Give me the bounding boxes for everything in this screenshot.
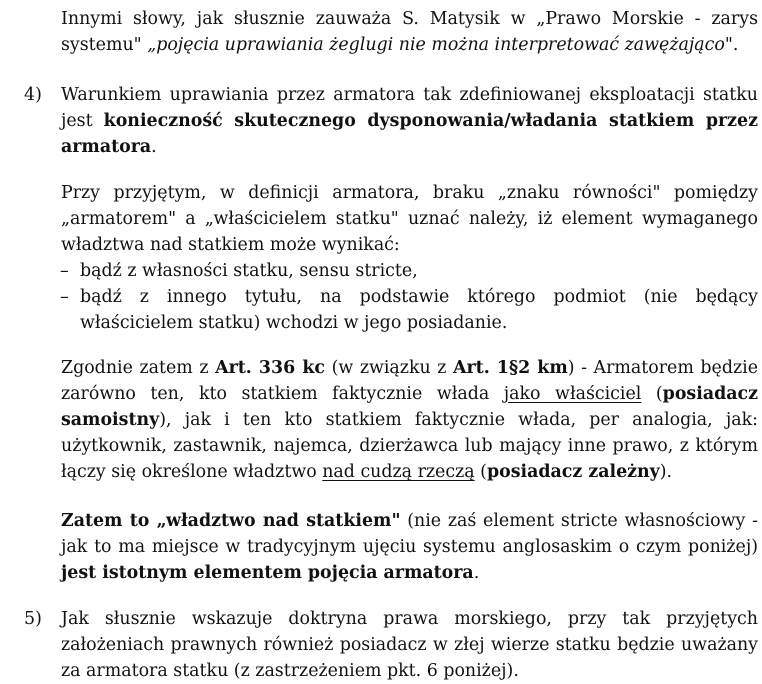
item-4-end: . (151, 137, 157, 157)
paragraph-zgodnie (61, 355, 758, 485)
zgod-text-2: (w związku z (324, 358, 454, 378)
zatem-bold: Zatem to „władztwo nad statkiem" (61, 511, 401, 531)
bullet-2-line-2: właścicielem statku) wchodzi w jego posiadanie. (80, 313, 508, 333)
bullet-1-text: bądź z własności statku, sensu stricte, (80, 261, 418, 281)
art-336-kc: Art. 336 kc (215, 358, 325, 378)
paragraph-zatem (61, 508, 758, 586)
item-4-bold: konieczność skutecznego dysponowania/władania statkiem przez armatora (61, 111, 758, 157)
zatem-conclusion: jest istotnym elementem pojęcia armatora (61, 563, 474, 583)
zgod-paren-2: ( (474, 462, 487, 482)
item-4-lead: Warunkiem uprawiania przez armatora tak zdefiniowanej eksploatacji statku jest (61, 85, 758, 131)
art-1-2-km: Art. 1§2 km (453, 358, 568, 378)
posiadacz-samoistny: posiadacz samoistny (61, 384, 758, 430)
posiadacz-zalezny: posiadacz zależny (486, 462, 660, 482)
zgod-text-4: ), jak i ten kto statkiem faktycznie włada, per analogia, jak: użytkownik, zastawnik, najemca, dzierżawca lub mający inne prawo, z którym łączy się określone władztwo (61, 410, 758, 482)
bullet-1-dash: – (60, 261, 69, 281)
nad-cudza-rzecza: nad cudzą rzeczą (322, 462, 475, 482)
intro-text: Innymi słowy, jak słusznie zauważa S. Matysik w „Prawo Morskie - zarys systemu" (61, 9, 758, 55)
bullet-2-dash: – (60, 287, 69, 307)
intro-quote: „pojęcia uprawiania żeglugi nie można interpretować zawężająco" (147, 35, 733, 55)
zgod-paren-1: ( (641, 384, 663, 404)
paragraph-intro (61, 6, 758, 58)
zatem-end: . (473, 563, 480, 583)
intro-end: . (732, 35, 739, 55)
item-4-number: 4) (24, 85, 42, 105)
zgod-text-3: ) - Armatorem będzie zarówno ten, kto statkiem faktycznie włada (61, 358, 758, 404)
item-5-text: Jak słusznie wskazuje doktryna prawa morskiego, przy tak przyjętych założeniach prawnych również posiadacz w złej wierze statku będzie uważany za armatora statku (z zastrzeżeniem pkt. 6 poniżej). (61, 609, 758, 681)
zgod-text-1: Zgodnie zatem z (61, 358, 216, 378)
zgod-end: ). (659, 462, 673, 482)
bullet-2-line-1: bądź z innego tytułu, na podstawie którego podmiot (nie będący (80, 287, 758, 307)
item-5-number: 5) (24, 609, 42, 629)
paragraph-przy-przyjetym: Przy przyjętym, w definicji armatora, braku „znaku równości" pomiędzy „armatorem" a „właścicielem statku" uznać należy, iż element wymaganego władztwa nad statkiem może wynikać: (61, 183, 758, 255)
jako-wlasciciel: jako właściciel (503, 384, 642, 404)
item-4-text (61, 82, 758, 160)
zatem-text: (nie zaś element stricte własnościowy - jak to ma miejsce w tradycyjnym ujęciu systemu anglosaskim o czym poniżej) (61, 511, 758, 557)
